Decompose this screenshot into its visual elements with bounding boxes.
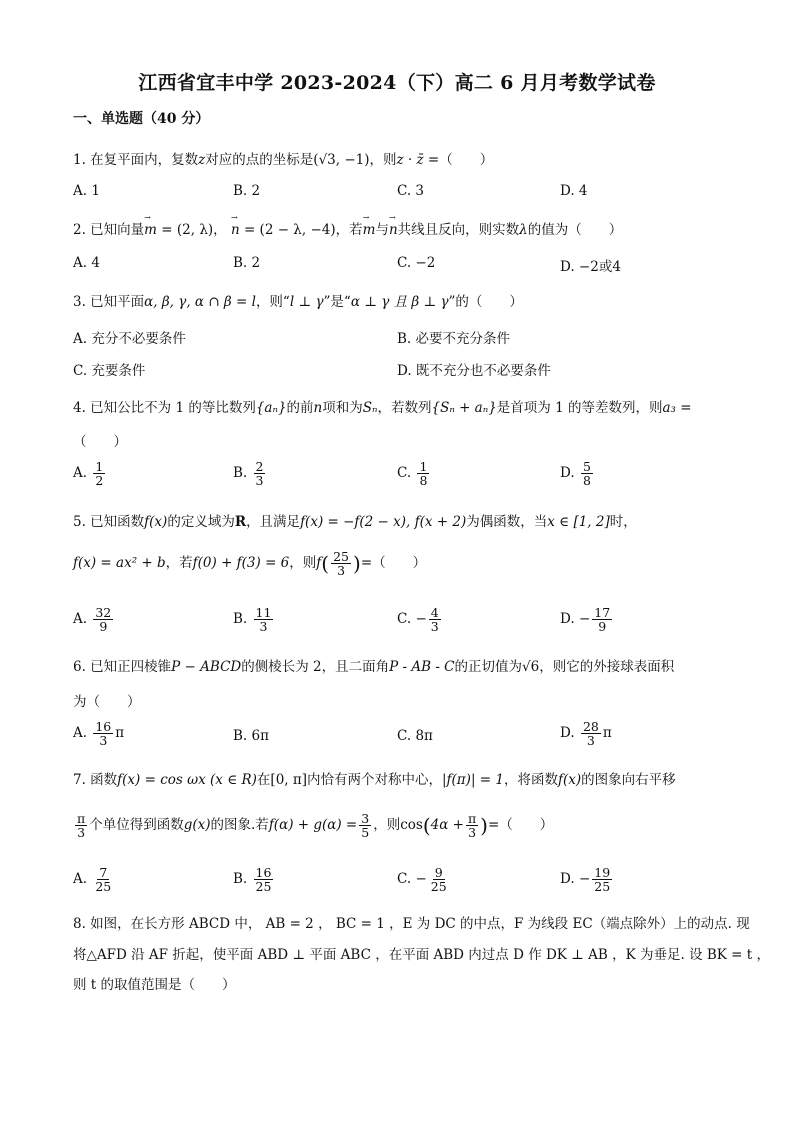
question-1-option-d: D. 4	[560, 183, 588, 199]
question-3-option-c: C. 充要条件	[73, 363, 146, 379]
question-7-stem: 7. 函数f(x) = cos ωx (x ∈ R)在[0, π]内恰有两个对称中心，|f(π)| = 1，将函数f(x)的图象向右平移	[73, 772, 676, 788]
question-5-stem: 5. 已知函数f(x)的定义域为R，且满足f(x) = −f(2 − x), f(x + 2)为偶函数，当x ∈ [1, 2]时，	[73, 514, 637, 530]
question-7-option-c: C. − $\frac{9}{25}$	[397, 865, 447, 895]
question-4-option-b: B. $\frac{2}{3}$	[233, 459, 264, 489]
question-3-option-b: B. 必要不充分条件	[397, 331, 511, 347]
question-7-stem-line2: $\frac{\pi}{3}$ 个单位得到函数g(x)的图象.若f(α) + g(α) = $\frac{3}{5}$ ，则cos(4α + $\frac{\pi}{3}$ )=（ ）	[77, 811, 554, 841]
question-5-stem-line2: f(x) = ax² + b，若f(0) + f(3) = 6，则f( $\frac{25}{3}$ )=（ ）	[73, 549, 427, 579]
question-6-option-c: C. 8π	[397, 728, 433, 744]
question-7-option-d: D. − $\frac{19}{25}$	[560, 865, 611, 895]
question-5-option-a: A. $\frac{32}{9}$	[73, 605, 112, 635]
question-5-option-b: B. $\frac{11}{3}$	[233, 605, 272, 635]
question-5-option-c: C. − $\frac{4}{3}$	[397, 605, 439, 635]
section-heading: 一、单选题（40 分）	[73, 111, 210, 127]
question-2-stem: 2. 已知向量→ m = (2, λ)， → n = (2 − λ, −4)，若→ m与→ n共线且反向，则实数λ的值为（ ）	[73, 218, 622, 238]
question-8-stem-line1: 8. 如图，在长方形 ABCD 中， AB = 2 ， BC = 1 ，E 为 DC 的中点，F 为线段 EC（端点除外）上的动点. 现	[73, 916, 750, 932]
question-1-stem: 1. 在复平面内，复数z对应的点的坐标是(√3, −1)，则z · z̄ =（ ）	[73, 152, 494, 168]
question-1-option-c: C. 3	[397, 183, 425, 199]
question-3-option-d: D. 既不充分也不必要条件	[397, 363, 551, 379]
question-2-option-a: A. 4	[73, 255, 100, 271]
question-4-option-d: D. $\frac{5}{8}$	[560, 459, 591, 489]
question-6-option-b: B. 6π	[233, 728, 269, 744]
question-1-option-b: B. 2	[233, 183, 261, 199]
question-2-option-d: D. −2或4	[560, 259, 621, 275]
question-3-option-a: A. 充分不必要条件	[73, 331, 186, 347]
question-2-option-c: C. −2	[397, 255, 436, 271]
question-7-option-b: B. $\frac{16}{25}$	[233, 865, 272, 895]
question-8-stem-line3: 则 t 的取值范围是（ ）	[73, 977, 236, 993]
question-4-option-a: A. $\frac{1}{2}$	[73, 459, 104, 489]
question-5-option-d: D. − $\frac{17}{9}$	[560, 605, 611, 635]
question-4-stem-cont: （ ）	[73, 434, 127, 450]
question-1-option-a: A. 1	[73, 183, 100, 199]
question-7-option-a: A. $\frac{7}{25}$	[73, 865, 112, 895]
question-4-stem: 4. 已知公比不为 1 的等比数列{aₙ}的前n项和为Sₙ，若数列{Sₙ + aₙ}是首项为 1 的等差数列，则a₃ =	[73, 400, 692, 416]
question-3-stem: 3. 已知平面α, β, γ, α ∩ β = l，则“l ⊥ γ”是“α ⊥ γ 且 β ⊥ γ”的（ ）	[73, 294, 523, 310]
question-4-option-c: C. $\frac{1}{8}$	[397, 459, 428, 489]
question-6-option-a: A. $\frac{16}{3}$ π	[73, 719, 125, 749]
question-6-stem-cont: 为（ ）	[73, 694, 141, 710]
page-title: 江西省宜丰中学 2023-2024（下）高二 6 月月考数学试卷	[138, 72, 656, 94]
question-6-stem: 6. 已知正四棱锥P − ABCD的侧棱长为 2，且二面角P - AB - C的正切值为√6，则它的外接球表面积	[73, 659, 675, 675]
question-2-option-b: B. 2	[233, 255, 261, 271]
question-6-option-d: D. $\frac{28}{3}$ π	[560, 719, 612, 749]
question-8-stem-line2: 将△AFD 沿 AF 折起，使平面 ABD ⊥ 平面 ABC ，在平面 ABD 内过点 D 作 DK ⊥ AB ，K 为垂足. 设 BK = t ，	[73, 947, 770, 963]
